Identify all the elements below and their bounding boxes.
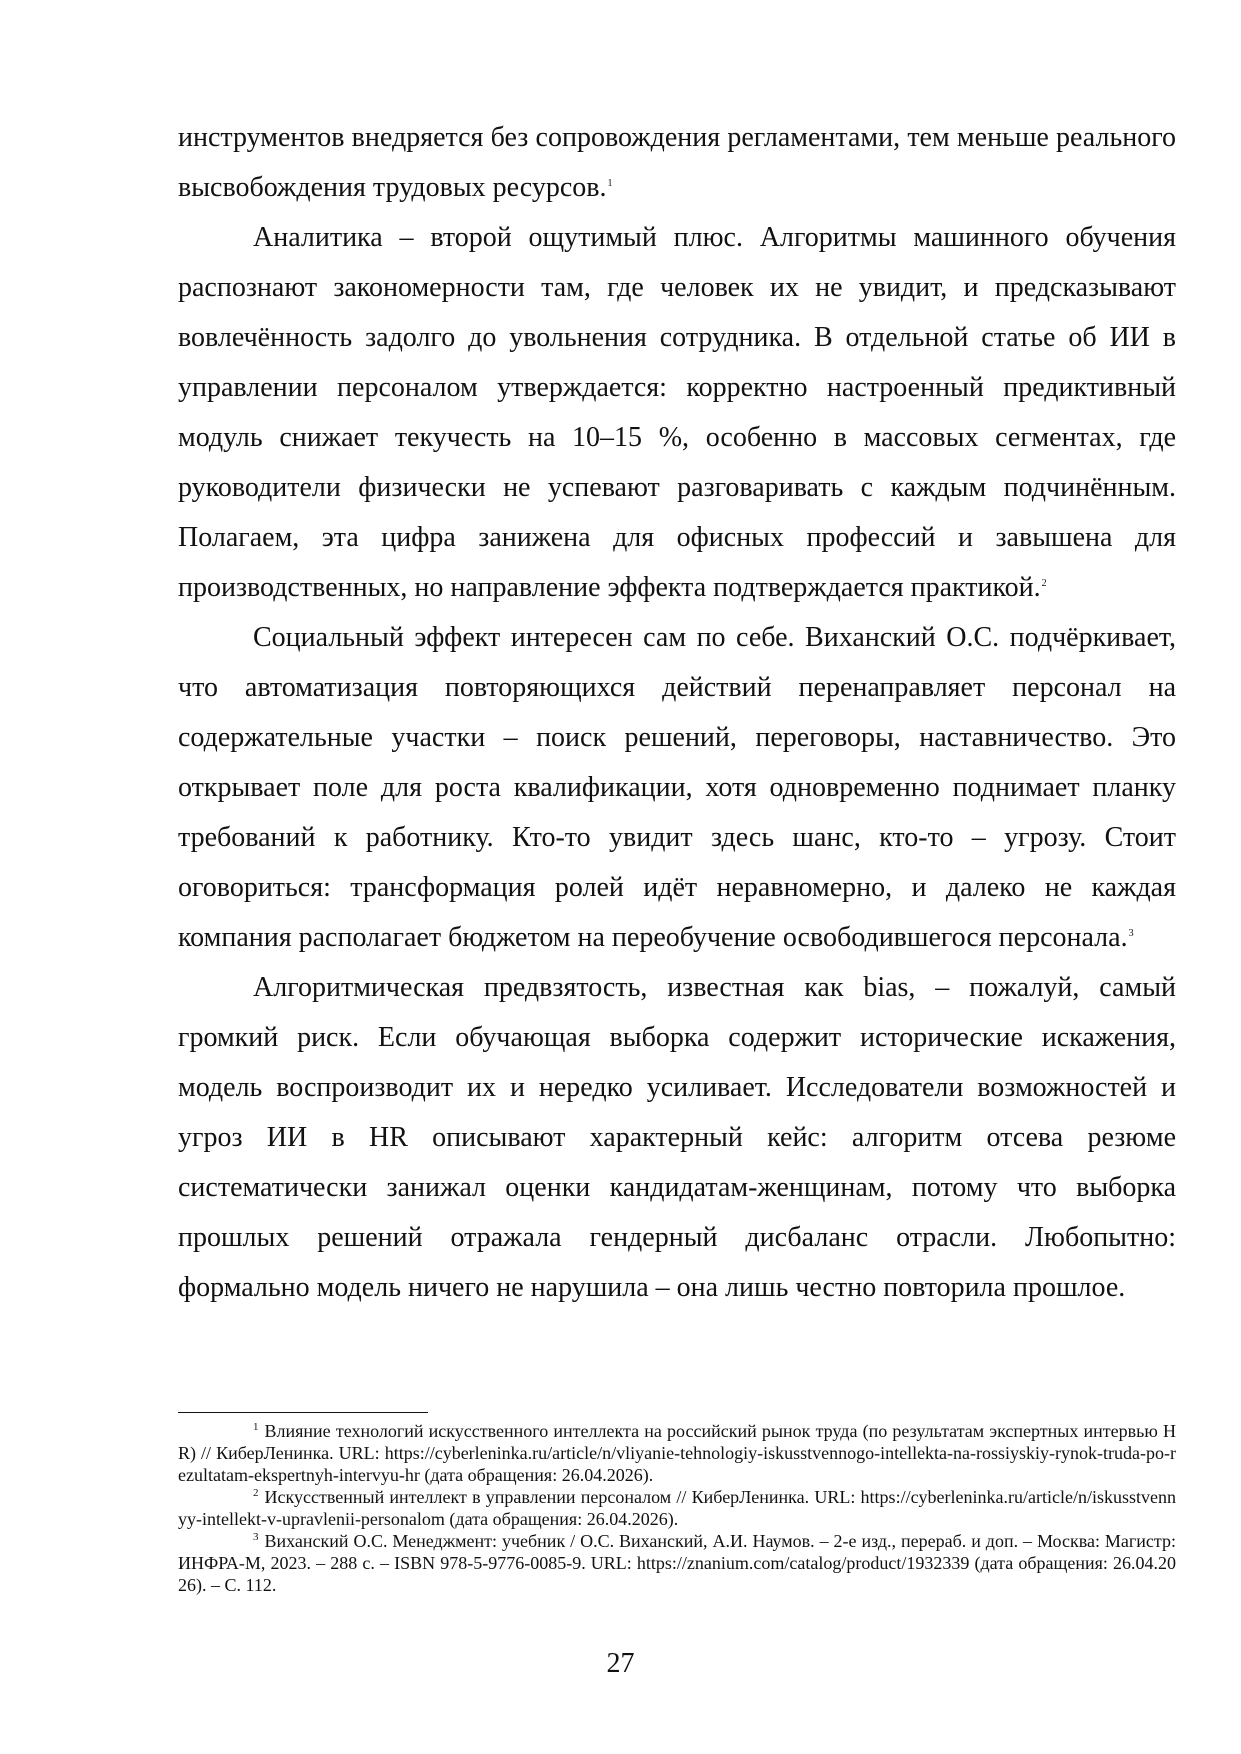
page-number: 27	[606, 1648, 635, 1679]
footnote-ref-1[interactable]: 1	[607, 178, 613, 189]
paragraph-text: Алгоритмическая предвзятость, известная как bias, – пожалуй, самый громкий риск. Если обучающая выборка содержит исторические искажения, модель воспроизводит их и нередко усиливает. Исследователи возможностей и угроз ИИ в HR описывают характерный кейс: алгоритм отсева резюме систематически занижал оценки кандидатам-женщинам, потому что выборка прошлых решений отражала гендерный дисбаланс отрасли. Любопытно: формально модель ничего не нарушила – она лишь честно повторила прошлое.	[178, 972, 1176, 1303]
footnote-separator	[178, 1412, 428, 1413]
footnote-number: 2	[253, 1487, 259, 1499]
footnote-ref-2[interactable]: 2	[1041, 578, 1047, 589]
paragraph-3	[178, 613, 1176, 963]
footnote-1	[178, 1420, 1176, 1486]
footnote-3	[178, 1530, 1176, 1596]
footnote-number: 1	[253, 1421, 259, 1433]
footnote-2	[178, 1486, 1176, 1530]
footnote-text: Искусственный интеллект в управлении персоналом // КиберЛенинка. URL: https://cyberleninka.ru/article/n/iskusstvennyy-intellekt-v-upravlenii-personalom (дата обращения: 26.04.2026).	[178, 1487, 1176, 1529]
footnote-text: Влияние технологий искусственного интеллекта на российский рынок труда (по результатам экспертных интервью HR) // КиберЛенинка. URL: https://cyberleninka.ru/article/n/vliyanie-tehnologiy-iskusstvennogo-intellekta-na-rossiyskiy-rynok-truda-po-rezultatam-ekspertnyh-intervyu-hr (дата обращения: 26.04.2026).	[178, 1421, 1176, 1485]
footnotes	[178, 1420, 1176, 1596]
paragraph-1	[178, 113, 1176, 213]
paragraph-text: инструментов внедряется без сопровождения регламентами, тем меньше реального высвобождения трудовых ресурсов.	[178, 122, 1176, 203]
paragraph-4	[178, 963, 1176, 1313]
footnote-text: Виханский О.С. Менеджмент: учебник / О.С. Виханский, А.И. Наумов. – 2-е изд., перераб. и доп. – Москва: Магистр: ИНФРА-М, 2023. – 288 с. – ISBN 978-5-9776-0085-9. URL: https://znanium.com/catalog/product/1932339 (дата обращения: 26.04.2026). – С. 112.	[178, 1531, 1176, 1595]
paragraph-text: Аналитика – второй ощутимый плюс. Алгоритмы машинного обучения распознают закономерности там, где человек их не увидит, и предсказывают вовлечённость задолго до увольнения сотрудника. В отдельной статье об ИИ в управлении персоналом утверждается: корректно настроенный предиктивный модуль снижает текучесть на 10–15 %, особенно в массовых сегментах, где руководители физически не успевают разговаривать с каждым подчинённым. Полагаем, эта цифра занижена для офисных профессий и завышена для производственных, но направление эффекта подтверждается практикой.	[178, 222, 1176, 603]
paragraph-2	[178, 213, 1176, 613]
paragraph-text: Социальный эффект интересен сам по себе. Виханский О.С. подчёркивает, что автоматизация повторяющихся действий перенаправляет персонал на содержательные участки – поиск решений, переговоры, наставничество. Это открывает поле для роста квалификации, хотя одновременно поднимает планку требований к работнику. Кто-то увидит здесь шанс, кто-то – угрозу. Стоит оговориться: трансформация ролей идёт неравномерно, и далеко не каждая компания располагает бюджетом на переобучение освободившегося персонала.	[178, 622, 1176, 953]
footnote-ref-3[interactable]: 3	[1128, 928, 1134, 939]
body-text	[178, 113, 1176, 1313]
footnote-number: 3	[253, 1531, 259, 1543]
